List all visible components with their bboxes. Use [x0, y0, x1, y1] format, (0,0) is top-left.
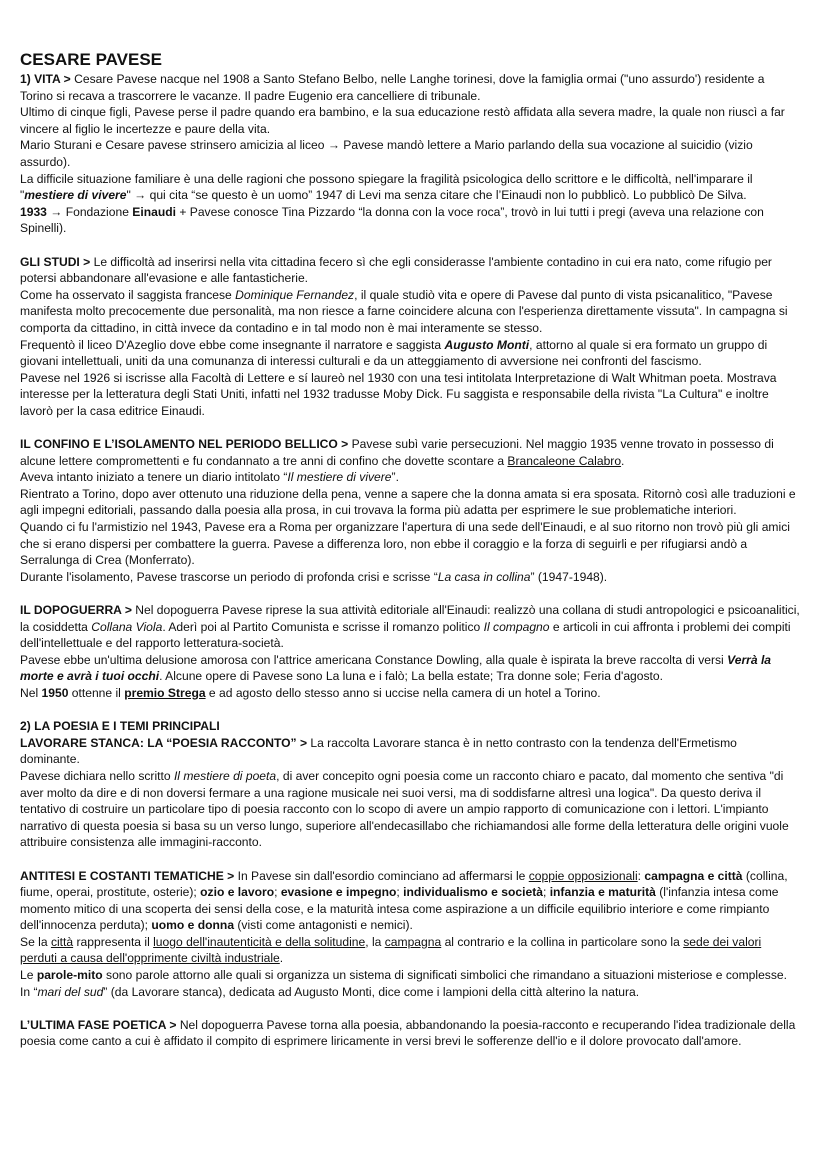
- section-heading: IL DOPOGUERRA >: [20, 603, 136, 617]
- section-heading: GLI STUDI >: [20, 254, 94, 269]
- paragraph: [20, 868, 800, 934]
- text-run: Il mestiere di vivere: [287, 470, 392, 485]
- paragraph-spacer: [20, 1000, 800, 1017]
- text-run: campagna e città: [644, 868, 743, 883]
- underlined-text: premio Strega: [124, 685, 206, 700]
- text-run: Nel dopoguerra Pavese riprese la sua attività editoriale all'Einaudi: realizzò una collana di studi antropologici e psicoanalitici, la cosiddetta: [20, 603, 800, 634]
- paragraph: [20, 370, 800, 420]
- paragraph: [20, 254, 800, 287]
- text-run: Pavese subì varie persecuzioni. Nel maggio 1935 venne trovato in possesso di alcune lettere compromettenti e fu condannato a tre anni di confino che dovette scontare a: [20, 437, 774, 468]
- section-heading: IL CONFINO E L’ISOLAMENTO NEL PERIODO BELLICO >: [20, 437, 352, 452]
- text-run: Se la: [20, 934, 51, 949]
- paragraph: [20, 602, 800, 652]
- text-run: ” (1947-1948).: [530, 569, 608, 584]
- text-run: Collana Viola: [91, 619, 163, 634]
- section-heading: L’ULTIMA FASE POETICA >: [20, 1017, 180, 1032]
- text-run: Durante l'isolamento, Pavese trascorse un periodo di profonda crisi e scrisse “: [20, 569, 438, 584]
- text-run: Mario Sturani e Cesare pavese strinsero amicizia al liceo → Pavese mandò lettere a Mario parlando della sua vocazione al suicidio (vizio assurdo).: [20, 138, 753, 169]
- text-run: , la: [365, 934, 385, 949]
- text-run: Pavese dichiara nello scritto: [20, 768, 174, 783]
- text-run: . Aderì poi al Partito Comunista e scrisse il romanzo politico: [162, 619, 484, 634]
- section-heading: LAVORARE STANCA: LA “POESIA RACCONTO” >: [20, 735, 311, 750]
- paragraph: [20, 519, 800, 569]
- text-run: Ultimo di cinque figli, Pavese perse il padre quando era bambino, e la sua educazione restò affidata alla severa madre, la quale non riuscì a far vincere al figlio le incertezze e paure della vita.: [20, 105, 785, 136]
- paragraph: [20, 137, 800, 170]
- text-run: ;: [542, 885, 550, 900]
- paragraph-spacer: [20, 585, 800, 602]
- text-run: Le: [20, 968, 37, 983]
- paragraph: [20, 934, 800, 967]
- paragraph: [20, 486, 800, 519]
- text-run: mestiere di vivere: [24, 188, 127, 203]
- paragraph: [20, 337, 800, 370]
- text-run: Pavese nel 1926 si iscrisse alla Facoltà di Lettere e sí laureò nel 1930 con una tesi intitolata Interpretazione di Walt Whitman poeta. Mostrava interesse per la letteratura degli Stati Uniti, infatti nel 1932 tradusse Moby Dick. Fu saggista e responsabile della rivista "La Cultura" e inoltre lavorò per la casa editrice Einaudi.: [20, 370, 777, 418]
- text-run: al contrario e la collina in particolare sono la: [441, 934, 684, 949]
- underlined-text: coppie opposizionali: [528, 868, 638, 883]
- text-run: mari del sud: [37, 984, 104, 999]
- text-run: ”.: [391, 470, 399, 485]
- text-run: ottenne il: [68, 685, 125, 700]
- text-run: , attorno al quale si era formato un gruppo di giovani intellettuali, uniti da una comunanza di interessi culturali e da un atteggiamento di avversione nei confronti del fascismo.: [20, 337, 768, 369]
- text-run: Quando ci fu l'armistizio nel 1943, Pavese era a Roma per organizzare l'apertura di una sede dell'Einaudi, e al suo ritorno non trovò più gli amici che si erano dispersi per combattere la guerra. Pavese a differenza loro, non ebbe il coraggio e la forza di seguirli e per rifugiarsi andò a Serralunga di Crea (Monferrato).: [20, 520, 790, 568]
- paragraph: [20, 718, 800, 735]
- paragraph: [20, 104, 800, 137]
- text-run: La difficile situazione familiare è una delle ragioni che possono spiegare la fragilità psicologica dello scrittore e le difficoltà, nell'imparare il ": [20, 171, 753, 203]
- text-run: Augusto Monti: [444, 337, 530, 352]
- page-title: CESARE PAVESE: [20, 50, 163, 69]
- paragraph-spacer: [20, 419, 800, 436]
- text-run: (visti come antagonisti e nemici).: [234, 918, 413, 933]
- text-run: individualismo e società: [403, 885, 543, 900]
- paragraph: [20, 768, 800, 851]
- text-run: Dominique Fernandez: [235, 287, 355, 302]
- text-run: Rientrato a Torino, dopo aver ottenuto una riduzione della pena, venne a sapere che la donna amata si era sposata. Ritornò così alle traduzioni e agli impegni editoriali, passando dalla poesia alla prosa, in cui trovava la forma più adatta per esprimere le sue problematiche interiori.: [20, 486, 796, 518]
- text-run: Aveva intanto iniziato a tenere un diario intitolato “: [20, 470, 288, 485]
- paragraph: [20, 735, 800, 768]
- text-run: ;: [396, 885, 404, 900]
- paragraph-spacer: [20, 702, 800, 719]
- text-run: ozio e lavoro: [200, 885, 275, 900]
- text-run: parole-mito: [36, 968, 103, 983]
- text-run: La casa in collina: [437, 569, 531, 584]
- text-run: Il compagno: [483, 619, 550, 634]
- paragraph: [20, 652, 800, 685]
- section-heading: ANTITESI E COSTANTI TEMATICHE >: [20, 868, 238, 883]
- text-run: Il mestiere di poeta: [173, 768, 277, 783]
- section-heading: 1933: [20, 204, 47, 219]
- text-run: 1950: [41, 685, 69, 700]
- text-run: uomo e donna: [151, 918, 235, 933]
- text-run: Einaudi: [132, 204, 176, 219]
- text-run: .: [621, 453, 625, 468]
- text-run: → Fondazione: [46, 204, 133, 219]
- text-run: ” (da Lavorare stanca), dedicata ad Augusto Monti, dice come i lampioni della città alterino la natura.: [103, 984, 640, 999]
- text-run: rappresenta il: [73, 934, 154, 949]
- paragraph: [20, 685, 800, 702]
- paragraph-spacer: [20, 851, 800, 868]
- paragraph: [20, 287, 800, 337]
- paragraph: [20, 1017, 800, 1050]
- underlined-text: campagna: [384, 934, 442, 949]
- text-run: (collina, fiume, operai, prostitute, osterie);: [20, 868, 788, 900]
- text-run: Verrà la morte e avrà i tuoi occhi: [20, 652, 772, 684]
- section-heading: 1) VITA >: [20, 72, 75, 86]
- text-run: .: [279, 951, 284, 966]
- underlined-text: sede dei valori perduti a causa dell'opprimente civiltà industriale: [20, 934, 762, 966]
- text-run: Nel: [20, 685, 42, 700]
- text-run: Pavese ebbe un'ultima delusione amorosa con l'attrice americana Constance Dowling, alla quale è ispirata la breve raccolta di versi: [20, 652, 728, 667]
- paragraph: [20, 469, 800, 486]
- text-run: " → qui cita “se questo è un uomo” 1947 di Levi ma senza citare che l’Einaudi non lo pubblicò. Lo pubblicò De Silva.: [126, 188, 747, 203]
- text-run: Cesare Pavese nacque nel 1908 a Santo Stefano Belbo, nelle Langhe torinesi, dove la famiglia ormai ("uno assurdo') residente a Torino si recava a trascorrere le vacanze. Il padre Eugenio era cancelliere di tribunale.: [20, 72, 765, 103]
- text-run: Nel dopoguerra Pavese torna alla poesia, abbandonando la poesia-racconto e recuperando l'idea tradizionale della poesia come canto a cui è affidato il compito di esprimere liricamente in versi brevi le sofferenze dell'io e il dolore provocato dall'amore.: [20, 1017, 796, 1049]
- paragraph: [20, 71, 800, 104]
- paragraph: [20, 569, 800, 586]
- paragraph-spacer: [20, 237, 800, 254]
- text-run: La raccolta Lavorare stanca è in netto contrasto con la tendenza dell'Ermetismo dominante.: [20, 735, 737, 767]
- text-run: ;: [274, 885, 281, 900]
- text-run: In Pavese sin dall'esordio cominciano ad affermarsi le: [237, 868, 529, 883]
- paragraph: [20, 204, 800, 237]
- text-run: (l'infanzia intesa come momento mitico di una scoperta dei sensi della cose, e la maturità intesa come aspirazione a un difficile equilibrio interiore e come rimpianto dell'innocenza perduta);: [20, 885, 779, 933]
- underlined-text: luogo dell'inautenticità e della solitudine: [153, 934, 366, 949]
- section-heading: 2) LA POESIA E I TEMI PRINCIPALI: [20, 719, 220, 734]
- text-run: Frequentò il liceo D'Azeglio dove ebbe come insegnante il narratore e saggista: [20, 337, 445, 352]
- document-page: [20, 50, 800, 1050]
- document-body: [20, 71, 800, 1050]
- text-run: , il quale studiò vita e opere di Pavese dal punto di vista psicanalitico, "Pavese manifesta molto precocemente due personalità, ma non riesce a farne coincidere alcuna con l'esperienza direttamente vissuta". In campagna si comporta da cittadino, in città invece da contadino e in tal modo non è mai interamente se stesso.: [20, 287, 788, 335]
- underlined-text: Brancaleone Calabro: [507, 453, 622, 468]
- text-run: :: [637, 868, 645, 883]
- text-run: Le difficoltà ad inserirsi nella vita cittadina fecero sì che egli considerasse l'ambiente contadino in cui era nato, come rifugio per potersi abbandonare all'evasione e alle fantasticherie.: [20, 254, 772, 286]
- text-run: e articoli in cui affronta i problemi dei compiti dell'intellettuale e del rapporto letteratura-società.: [20, 619, 791, 651]
- text-run: sono parole attorno alle quali si organizza un sistema di significati simbolici che rimandano a situazioni misteriose e complesse. In “: [20, 968, 787, 999]
- paragraph: [20, 436, 800, 469]
- paragraph: [20, 171, 800, 204]
- text-run: + Pavese conosce Tina Pizzardo “la donna con la voce roca”, trovò in lui tutti i pregi (aveva una relazione con Spinelli).: [20, 204, 764, 236]
- text-run: evasione e impegno: [280, 885, 397, 900]
- paragraph: [20, 967, 800, 1000]
- text-run: , di aver concepito ogni poesia come un racconto chiaro e pacato, dal momento che sentiva "di aver molto da dire e di non doversi fermare a una ragione musicale nei suoi versi, ma di soddisfarne altresì una logica". Da questo deriva il tentativo di costruire un particolare tipo di poesia racconto con lo scopo di avere un ampio rapporto di comunicazione con i lettori. L'impianto narrativo di questa poesia si basa su un verso lungo, superiore all'endecasillabo che richiamandosi alle forme della letteratura delle origini vuole attribuire consistenza alle immagini-racconto.: [20, 768, 789, 850]
- text-run: e ad agosto dello stesso anno si uccise nella camera di un hotel a Torino.: [205, 685, 601, 700]
- text-run: infanzia e maturità: [549, 885, 656, 900]
- text-run: Come ha osservato il saggista francese: [20, 287, 236, 302]
- text-run: . Alcune opere di Pavese sono La luna e i falò; La bella estate; Tra donne sole; Feria d'agosto.: [159, 669, 663, 684]
- underlined-text: città: [50, 934, 74, 949]
